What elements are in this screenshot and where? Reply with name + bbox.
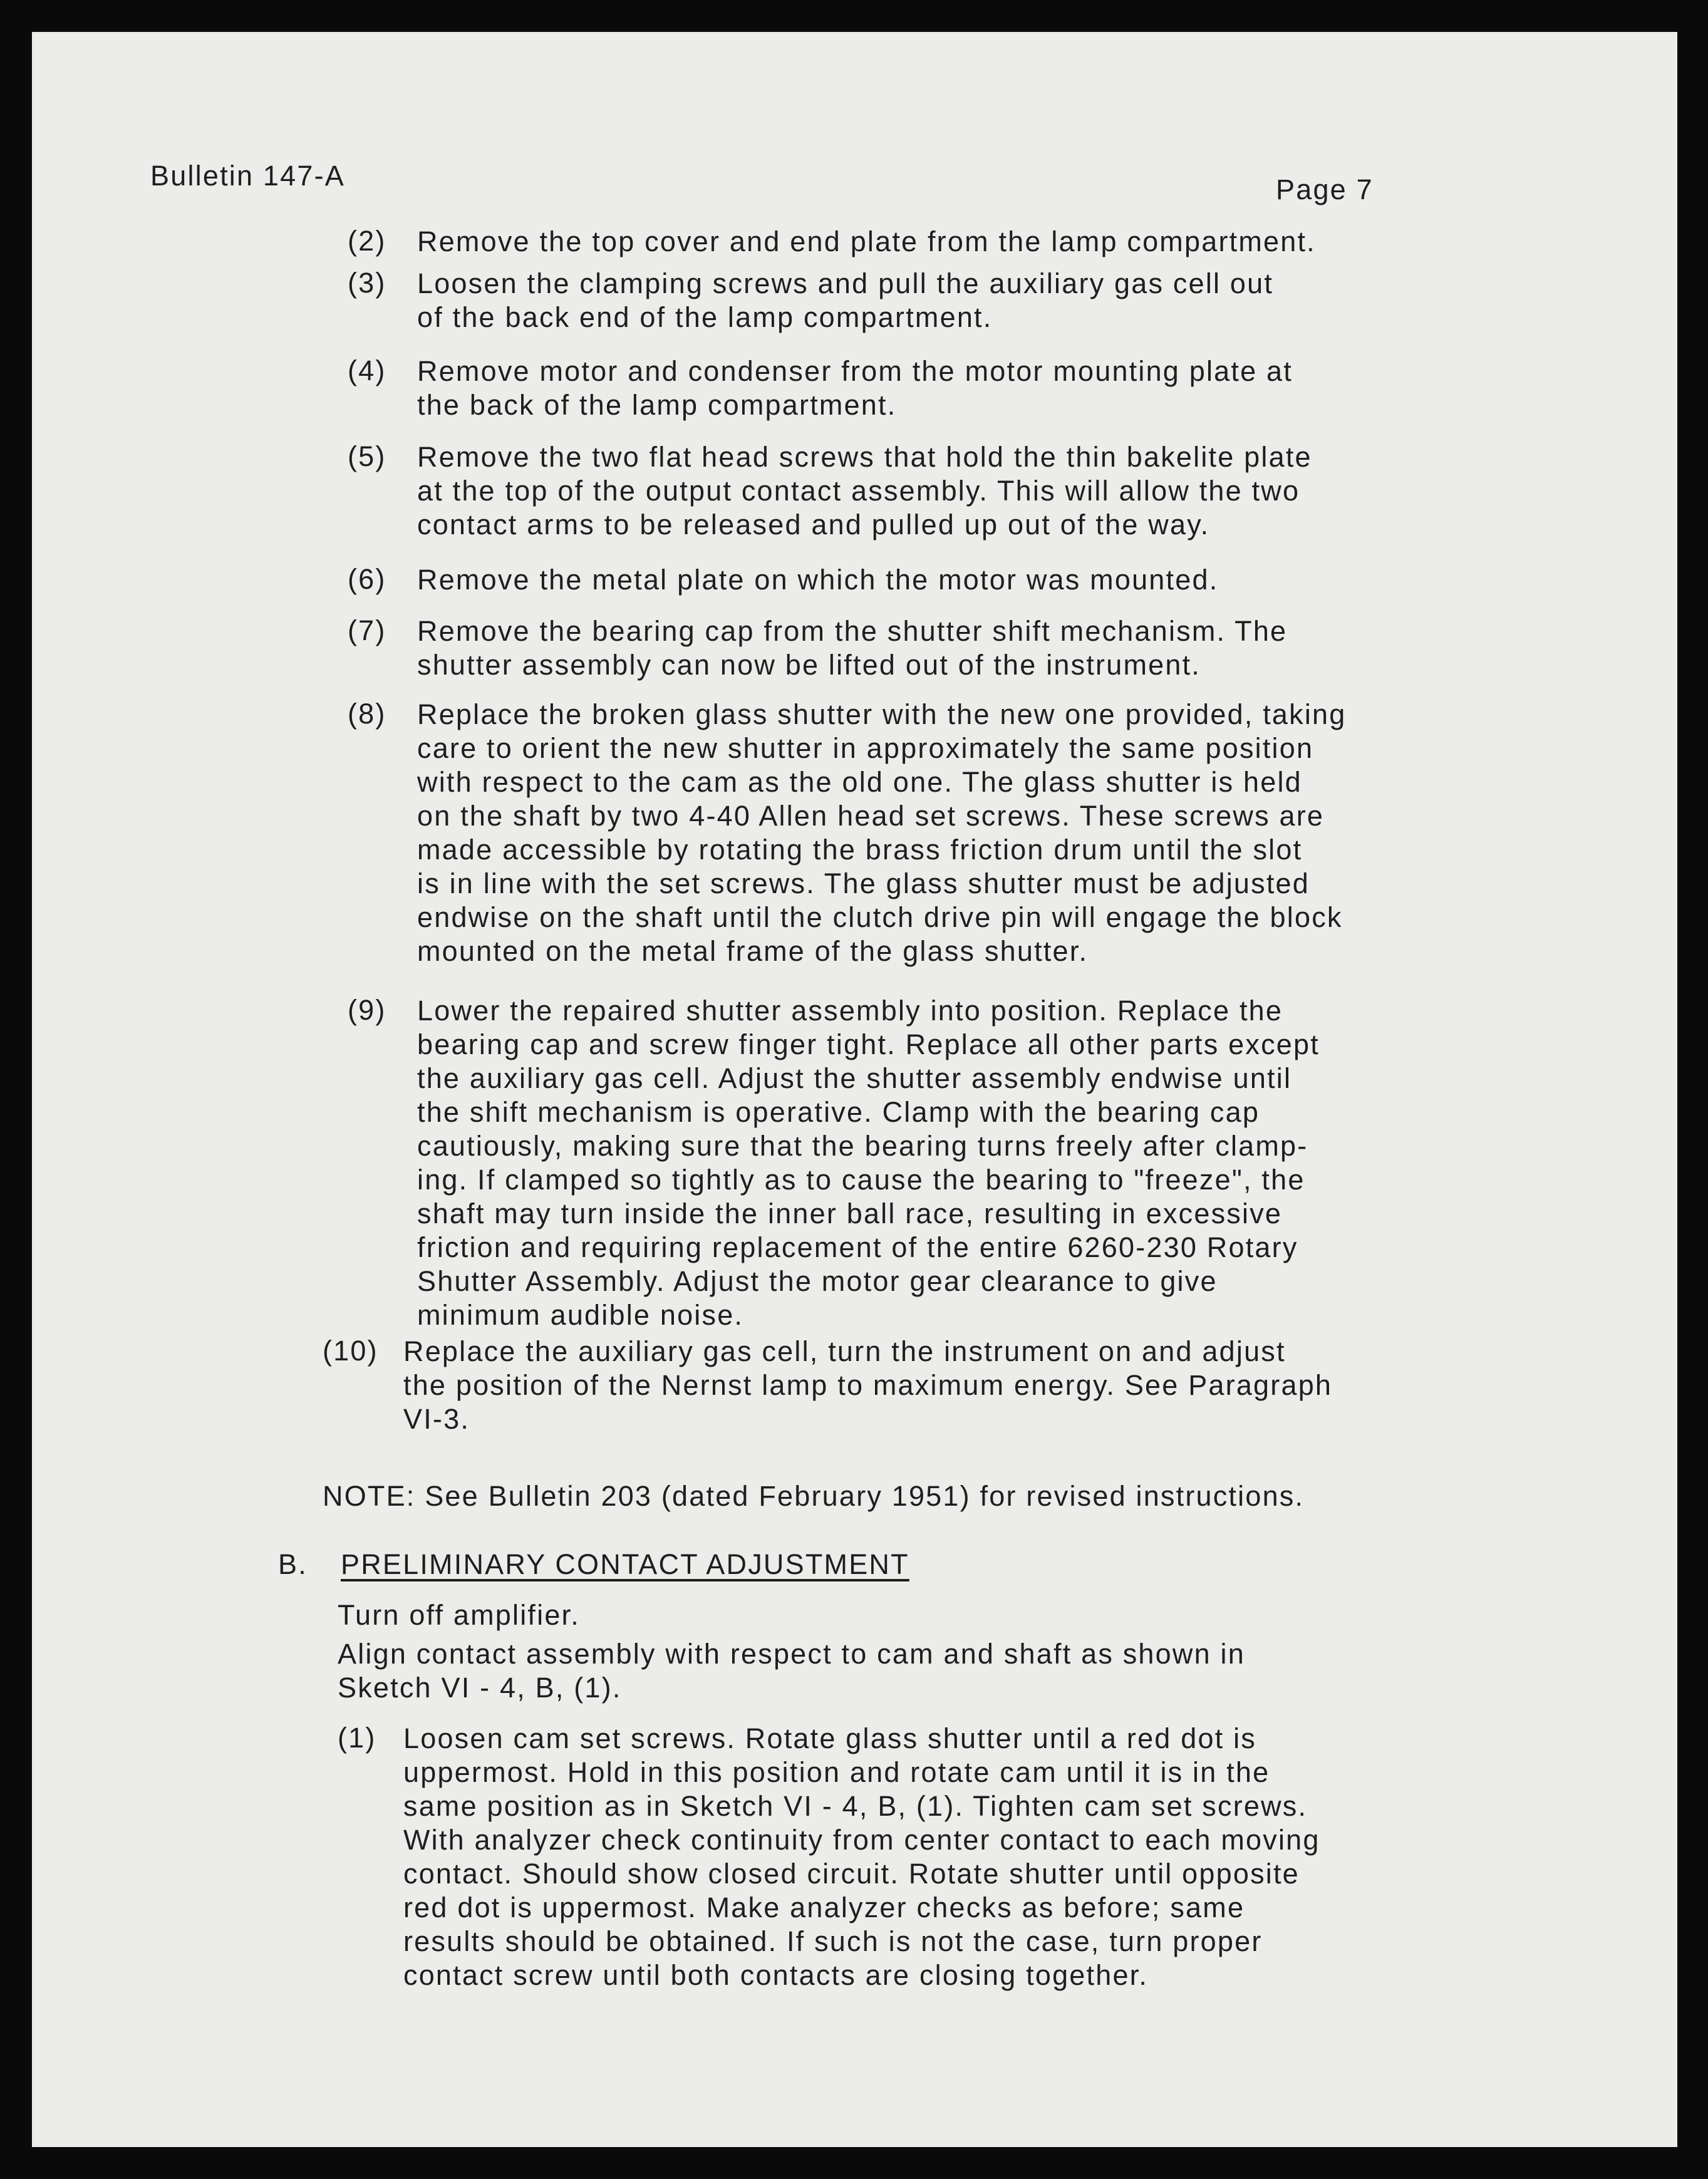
step-line: the auxiliary gas cell. Adjust the shutter assembly endwise until bbox=[417, 1062, 1292, 1094]
step-line: With analyzer check continuity from center contact to each moving bbox=[403, 1824, 1320, 1856]
step-line: Replace the auxiliary gas cell, turn the instrument on and adjust bbox=[403, 1335, 1286, 1367]
step-number: (10) bbox=[323, 1335, 378, 1367]
step-line: Remove the metal plate on which the motor was mounted. bbox=[417, 564, 1219, 596]
step-line: endwise on the shaft until the clutch drive pin will engage the block bbox=[417, 901, 1343, 933]
step-line: cautiously, making sure that the bearing turns freely after clamp- bbox=[417, 1130, 1308, 1162]
step-line: contact. Should show closed circuit. Rotate shutter until opposite bbox=[403, 1858, 1300, 1890]
step-line: red dot is uppermost. Make analyzer checks as before; same bbox=[403, 1892, 1245, 1923]
step-line: Remove the bearing cap from the shutter shift mechanism. The bbox=[417, 615, 1288, 647]
step-number: (4) bbox=[348, 355, 386, 386]
step-line: friction and requiring replacement of the entire 6260-230 Rotary bbox=[417, 1231, 1298, 1263]
step-line: with respect to the cam as the old one. The glass shutter is held bbox=[417, 766, 1302, 798]
step-number: (9) bbox=[348, 994, 386, 1026]
step-number: (7) bbox=[348, 614, 386, 646]
step-line: the back of the lamp compartment. bbox=[417, 389, 897, 421]
step-line: of the back end of the lamp compartment. bbox=[417, 301, 993, 333]
page-number: Page 7 bbox=[1276, 173, 1374, 205]
step-line: Shutter Assembly. Adjust the motor gear clearance to give bbox=[417, 1265, 1218, 1297]
step-line: made accessible by rotating the brass friction drum until the slot bbox=[417, 834, 1303, 866]
step-line: on the shaft by two 4-40 Allen head set screws. These screws are bbox=[417, 800, 1325, 832]
step-line: minimum audible noise. bbox=[417, 1299, 744, 1331]
intro-line: Turn off amplifier. bbox=[338, 1599, 580, 1631]
bulletin-number: Bulletin 147-A bbox=[150, 160, 345, 192]
step-line: mounted on the metal frame of the glass shutter. bbox=[417, 935, 1089, 967]
step-line: shaft may turn inside the inner ball race, resulting in excessive bbox=[417, 1198, 1283, 1229]
step-line: contact arms to be released and pulled up out of the way. bbox=[417, 509, 1210, 541]
step-line: Remove motor and condenser from the motor mounting plate at bbox=[417, 355, 1293, 387]
step-line: Remove the two flat head screws that hold the thin bakelite plate bbox=[417, 441, 1312, 473]
step-line: uppermost. Hold in this position and rotate cam until it is in the bbox=[403, 1756, 1270, 1788]
step-line: ing. If clamped so tightly as to cause the bearing to "freeze", the bbox=[417, 1164, 1305, 1196]
step-number: (1) bbox=[338, 1722, 376, 1754]
step-line: care to orient the new shutter in approximately the same position bbox=[417, 732, 1314, 764]
step-number: (6) bbox=[348, 563, 386, 595]
step-line: bearing cap and screw finger tight. Replace all other parts except bbox=[417, 1028, 1320, 1060]
step-line: Replace the broken glass shutter with the new one provided, taking bbox=[417, 698, 1347, 730]
step-number: (2) bbox=[348, 225, 386, 257]
step-line: shutter assembly can now be lifted out of the instrument. bbox=[417, 649, 1201, 681]
document-page bbox=[32, 32, 1677, 2147]
step-line: Remove the top cover and end plate from the lamp compartment. bbox=[417, 225, 1316, 257]
step-number: (3) bbox=[348, 267, 386, 299]
section-letter: B. bbox=[278, 1548, 308, 1580]
intro-line: Align contact assembly with respect to cam and shaft as shown in bbox=[338, 1638, 1245, 1670]
step-line: is in line with the set screws. The glass shutter must be adjusted bbox=[417, 867, 1310, 899]
intro-line: Sketch VI - 4, B, (1). bbox=[338, 1672, 622, 1704]
step-line: Loosen cam set screws. Rotate glass shutter until a red dot is bbox=[403, 1722, 1256, 1754]
step-line: Loosen the clamping screws and pull the auxiliary gas cell out bbox=[417, 267, 1274, 299]
step-line: Lower the repaired shutter assembly into position. Replace the bbox=[417, 995, 1283, 1027]
step-line: at the top of the output contact assembly. This will allow the two bbox=[417, 475, 1300, 507]
step-number: (5) bbox=[348, 440, 386, 472]
step-line: results should be obtained. If such is not the case, turn proper bbox=[403, 1925, 1263, 1957]
step-line: contact screw until both contacts are closing together. bbox=[403, 1959, 1149, 1991]
step-line: VI-3. bbox=[403, 1403, 470, 1435]
section-heading: PRELIMINARY CONTACT ADJUSTMENT bbox=[341, 1548, 909, 1580]
step-line: the position of the Nernst lamp to maximum energy. See Paragraph bbox=[403, 1369, 1333, 1401]
step-line: same position as in Sketch VI - 4, B, (1). Tighten cam set screws. bbox=[403, 1790, 1308, 1822]
step-line: the shift mechanism is operative. Clamp with the bearing cap bbox=[417, 1096, 1260, 1128]
step-number: (8) bbox=[348, 698, 386, 730]
note: NOTE: See Bulletin 203 (dated February 1951) for revised instructions. bbox=[323, 1480, 1305, 1512]
